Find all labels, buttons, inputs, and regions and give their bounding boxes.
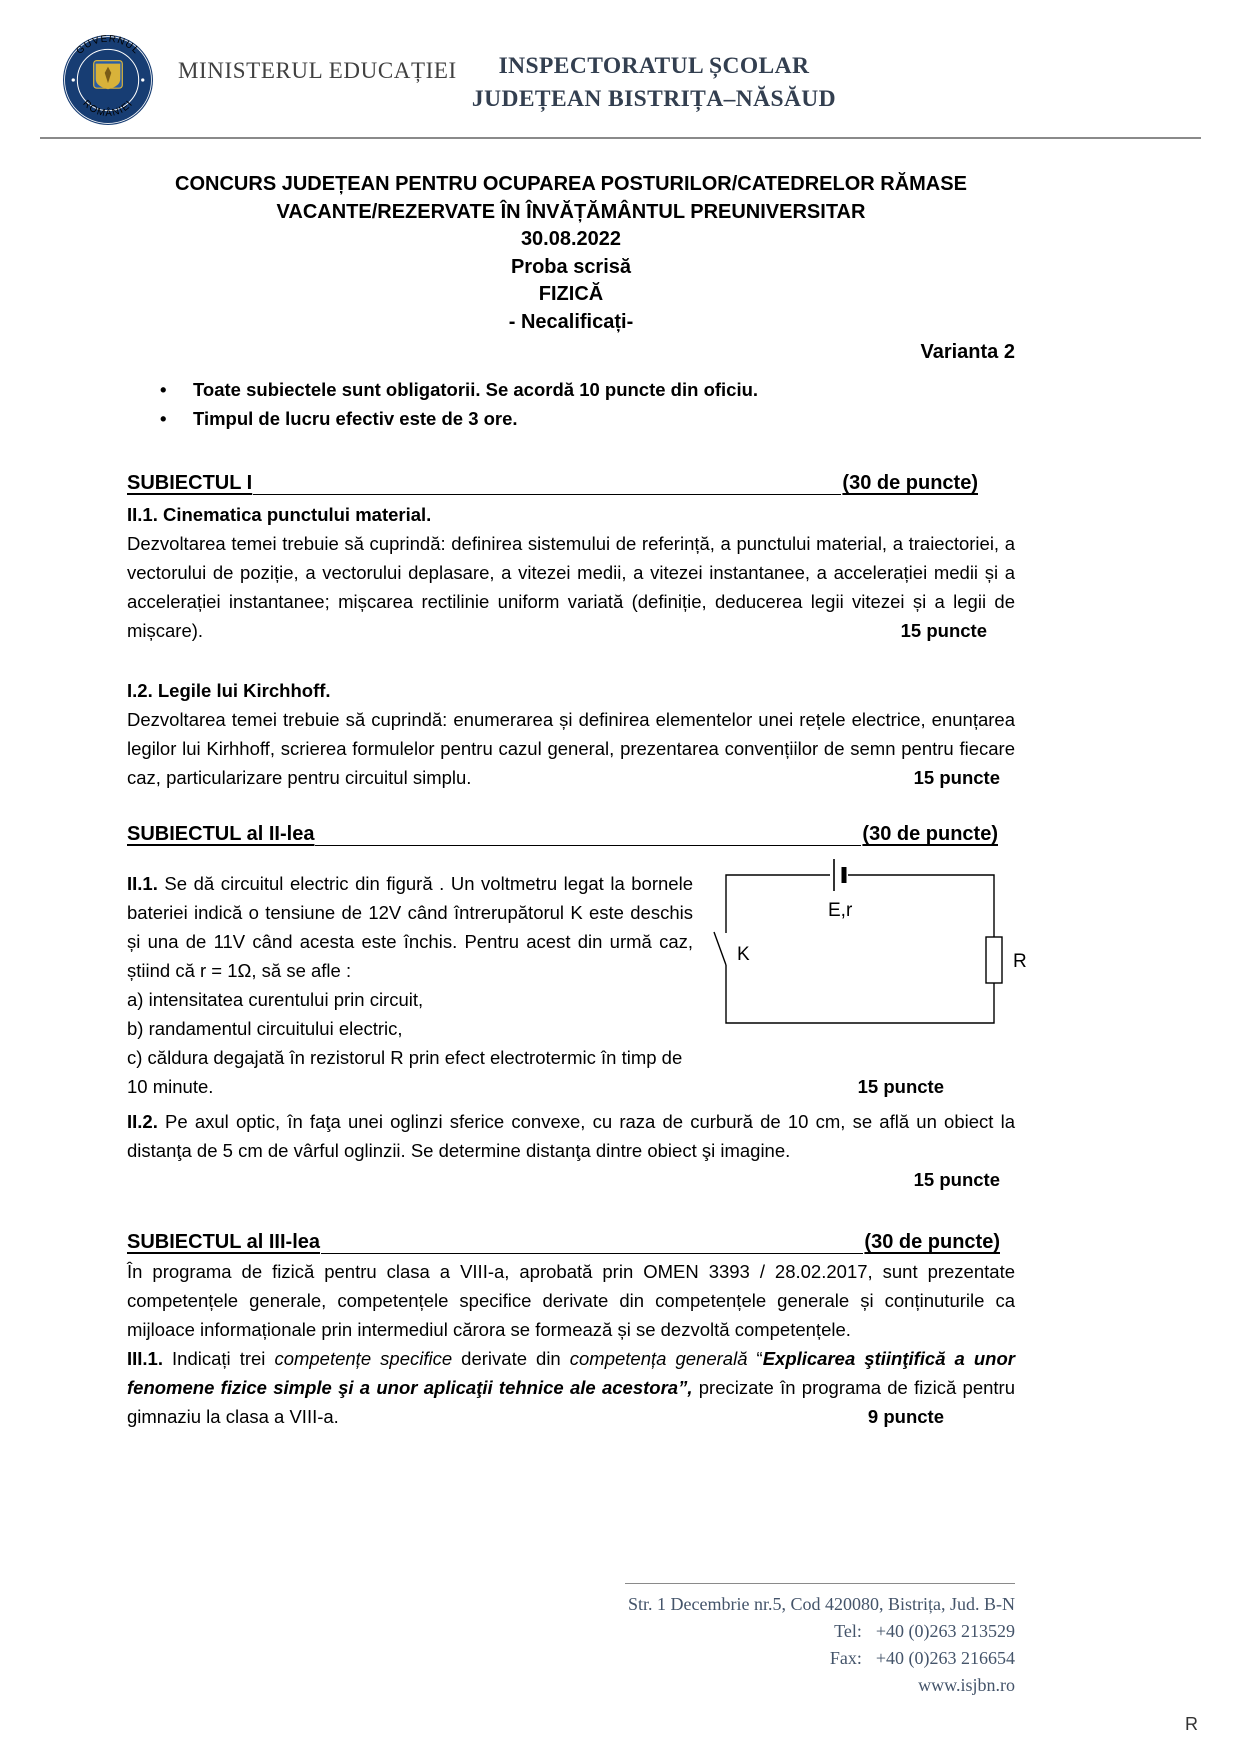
inspectorate-line2: JUDEȚEAN BISTRIȚA–NĂSĂUD [471, 86, 837, 112]
run-text: precizate în programa de fizică pentru gimnaziu la clasa a VIII-a. [127, 1377, 1015, 1427]
exam-qualification: - Necalificați- [508, 310, 634, 333]
item-label: II.2. [127, 1111, 158, 1132]
subject1-heading-points: (30 de puncte) [842, 472, 978, 494]
subject1-heading-label: SUBIECTUL I [127, 472, 253, 494]
exam-date: 30.08.2022 [520, 228, 622, 250]
subject1-item1-title [127, 500, 1015, 529]
item-title-text: Cinematica punctului material. [157, 504, 432, 525]
resistor-icon [986, 937, 1002, 983]
inspectorate-name [468, 50, 840, 116]
logo-star-left [72, 78, 75, 81]
document-header [0, 0, 1241, 139]
logo-crest-icon [94, 61, 123, 90]
footer-fax [625, 1645, 1015, 1672]
subject1-item2-title [127, 676, 1015, 705]
heading-underline [321, 1253, 863, 1254]
exam-title-block [127, 171, 1015, 336]
resistor-label: R [1013, 951, 1027, 972]
document-footer [625, 1583, 1015, 1699]
problem-II2-body [127, 1107, 1015, 1165]
document-body [127, 171, 1027, 1431]
points-line [127, 1165, 1015, 1194]
points-label: 15 puncte [900, 620, 987, 641]
circuit-figure [710, 859, 1032, 1037]
item-label: III.1. [127, 1348, 163, 1369]
run-text: “ [747, 1348, 763, 1369]
exam-discipline: FIZICĂ [538, 283, 604, 305]
heading-underline [253, 494, 841, 495]
subject3-heading [127, 1228, 1015, 1257]
points-line [127, 1072, 1015, 1101]
instructions-list [127, 375, 1015, 433]
subject1-heading [127, 469, 1015, 498]
exam-type: Proba scrisă [510, 255, 632, 278]
problem-II1-intro [127, 869, 693, 985]
subject3-heading-label: SUBIECTUL al III-lea [127, 1231, 321, 1253]
item-label: I.2. [127, 680, 153, 701]
battery-label: E,r [828, 900, 853, 921]
footer-website: www.isjbn.ro [918, 1675, 1015, 1695]
footer-tel-label: Tel: [834, 1621, 862, 1641]
footer-address: Str. 1 Decembrie nr.5, Cod 420080, Bistrița, Jud. B-N [628, 1594, 1015, 1614]
bullet-icon: • [160, 379, 167, 400]
subject1-item1-body: Dezvoltarea temei trebuie să cuprindă: definirea sistemului de referință, a punctului material, a traiectoriei, a vectorului de poziție, a vectorului deplasare, a vitezei medii, a vitezei instantanee, a accelerației medii și a accelerației instantanee; mișcarea rectilinie uniform variată (definiție, deducerea legii vitezei și a legii de mișcare). [127, 533, 1015, 641]
footer-tel [625, 1618, 1015, 1645]
subject3-heading-points: (30 de puncte) [864, 1231, 1000, 1253]
bullet-icon: • [160, 408, 167, 429]
variant-label: Varianta 2 [920, 341, 1015, 363]
points-label: 15 puncte [913, 1169, 1000, 1190]
run-text: derivate din [452, 1348, 570, 1369]
logo-text-top: GUVERNUL [74, 34, 142, 57]
subject3-intro: În programa de fizică pentru clasa a VIII-a, aprobată prin OMEN 3393 / 28.02.2017, sunt prezentate competențele generale, competențele specifice derivate din competențele generale și conținuturile ca mijloace informaționale prin intermediul cărora se formează și se dezvoltă competențele. [127, 1261, 1015, 1340]
instruction-item [127, 375, 1015, 404]
inspectorate-line1: INSPECTORATUL ȘCOLAR [498, 53, 810, 79]
points-label: 9 puncte [867, 1406, 944, 1427]
exam-title-line1: CONCURS JUDEȚEAN PENTRU OCUPAREA POSTURILOR/CATEDRELOR RĂMASE [175, 173, 967, 195]
item-body-text: Se dă circuitul electric din figură . Un voltmetru legat la bornele bateriei indică o tensiune de 12V când întrerupătorul K este deschis și una de 11V când acesta este închis. Pentru acest din urmă caz, știind că r = 1Ω, să se afle : [127, 873, 693, 981]
item-label: II.1. [127, 504, 158, 525]
run-italic: competența generală [569, 1348, 748, 1369]
instruction-text: Toate subiectele sunt obligatorii. Se acordă 10 puncte din oficiu. [193, 379, 759, 400]
subject2-heading-label: SUBIECTUL al II-lea [127, 823, 315, 845]
task-a: a) intensitatea curentului prin circuit, [127, 989, 424, 1010]
points-label: 15 puncte [857, 1076, 944, 1097]
header-divider [40, 137, 1201, 139]
instruction-text: Timpul de lucru efectiv este de 3 ore. [193, 408, 518, 429]
circuit-diagram-icon [710, 859, 1032, 1037]
subject1-item2-body: Dezvoltarea temei trebuie să cuprindă: enumerarea și definirea elementelor unei rețele electrice, enunțarea legilor lui Kirhhoff, scrierea formulelor pentru cazul general, prezentarea convențiilor de semn pentru fiecare caz, particularizare pentru circuitul simplu. [127, 709, 1015, 788]
item-label: II.1. [127, 873, 158, 894]
logo-text-bottom: ROMÂNIEI [80, 98, 136, 120]
run-text: Indicați trei [163, 1348, 275, 1369]
subject2-heading-points: (30 de puncte) [862, 823, 998, 845]
switch-label: K [737, 944, 750, 965]
page-mark: R [1185, 1714, 1198, 1734]
problem-II1-text [127, 869, 693, 1101]
switch-blade-icon [714, 932, 726, 965]
problem-II1 [127, 869, 1027, 1101]
guvernul-romaniei-logo-icon [62, 34, 154, 126]
points-label: 15 puncte [913, 767, 1000, 788]
wire-bottom [726, 965, 994, 1023]
subject2-heading [127, 820, 1015, 849]
exam-title-line2: VACANTE/REZERVATE ÎN ÎNVĂȚĂMÂNTUL PREUNIVERSITAR [276, 200, 866, 223]
footer-fax-number: +40 (0)263 216654 [875, 1648, 1015, 1668]
run-bold-italic: Explicarea ştiinţifică a unor fenomene fizice simple şi a unor aplicaţii tehnice ale acestora”, [127, 1348, 1015, 1398]
wire-top-right [848, 875, 994, 937]
footer-fax-label: Fax: [829, 1648, 862, 1668]
wire-top-left [726, 875, 830, 933]
instruction-item [127, 404, 1015, 433]
item-title-text: Legile lui Kirchhoff. [152, 680, 331, 701]
task-b: b) randamentul circuitului electric, [127, 1018, 403, 1039]
points-line [127, 616, 1015, 645]
footer-tel-number: +40 (0)263 213529 [875, 1621, 1015, 1641]
task-c: c) căldura degajată în rezistorul R prin efect electrotermic în timp de 10 minute. [127, 1047, 683, 1097]
logo-star-right [141, 78, 144, 81]
ministry-name: MINISTERUL EDUCAȚIEI [178, 58, 457, 83]
item-body-text: Pe axul optic, în faţa unei oglinzi sferice convexe, cu raza de curbură de 10 cm, se află un obiect la distanţa de 5 cm de vârful oglinzii. Se determine distanţa dintre obiect şi imagine. [127, 1111, 1015, 1161]
run-italic: competențe specifice [274, 1348, 453, 1369]
heading-underline [315, 845, 861, 846]
